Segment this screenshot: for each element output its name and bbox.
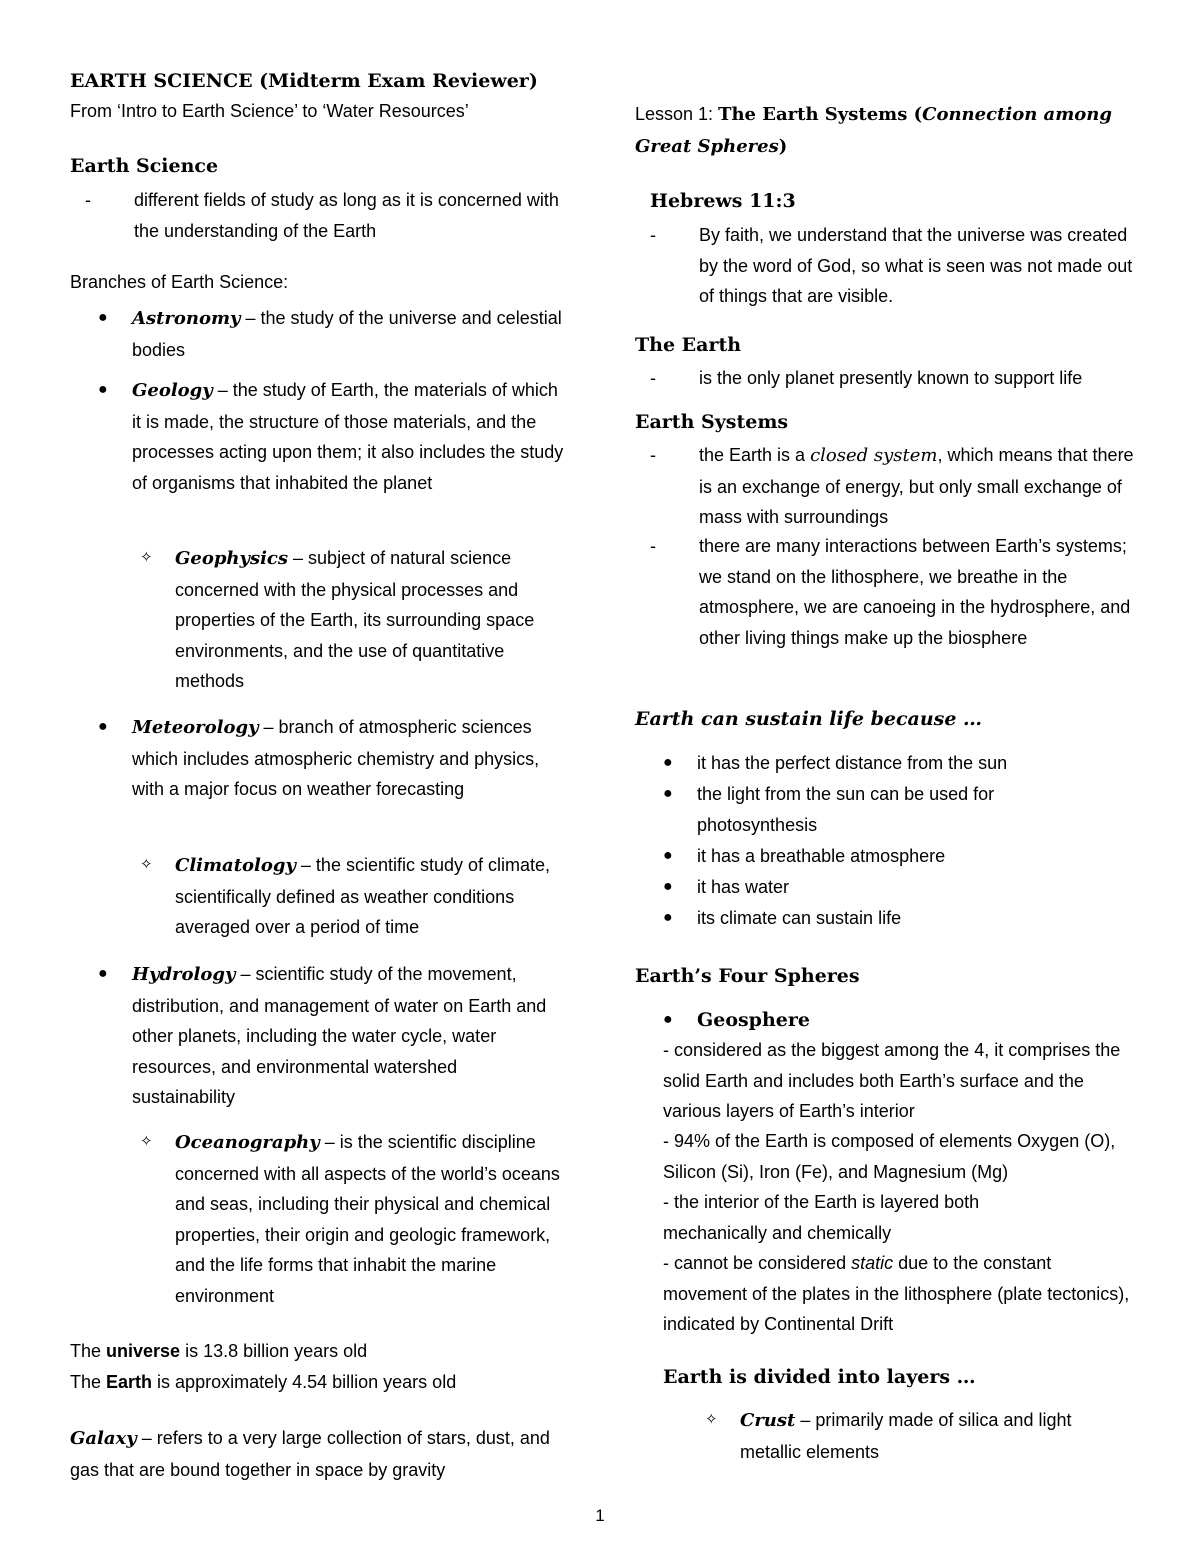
galaxy-definition: Galaxy – refers to a very large collection of stars, dust, and gas that are bound together in space by gravity	[70, 1428, 550, 1480]
branch-definition: – branch of atmospheric sciences which includes atmospheric chemistry and physics, with a major focus on weather forecasting	[132, 717, 540, 799]
sustain-life-heading: Earth can sustain life because …	[635, 708, 983, 730]
subbranch-term: Geophysics	[175, 548, 289, 569]
layers-heading: Earth is divided into layers …	[663, 1366, 976, 1388]
sustain-item: ● its climate can sustain life	[635, 903, 1130, 934]
bullet-icon: ●	[663, 909, 673, 926]
page-number: 1	[595, 1506, 605, 1525]
sustain-item: ● the light from the sun can be used for photosynthesis	[635, 779, 1130, 841]
sustain-item: ● it has the perfect distance from the sun	[635, 748, 1130, 779]
bullet-icon: ●	[663, 847, 673, 864]
hebrews-verse: - By faith, we understand that the universe was created by the word of God, so what is seen was not made out of things that are visible.	[650, 220, 1135, 312]
earth-systems-item-interactions: - there are many interactions between Earth’s systems; we stand on the lithosphere, we breathe in the atmosphere, we are canoeing in the hydrosphere, and other living things make up the biosphere	[650, 531, 1135, 684]
branch-item-geology	[70, 375, 565, 530]
geosphere-label: Geosphere	[697, 1009, 810, 1031]
bullet-icon: ●	[98, 309, 108, 326]
bullet-icon: ●	[663, 878, 673, 895]
branch-term: Geology	[132, 380, 213, 401]
geosphere-note: - cannot be considered static due to the constant movement of the plates in the lithosphere (plate tectonics), indicated by Continental Drift	[663, 1253, 1130, 1334]
closed-system-term: closed system	[810, 445, 938, 466]
sustain-item: ● it has water	[635, 872, 1130, 903]
bullet-icon: ●	[663, 1011, 673, 1028]
universe-age: The universe is 13.8 billion years old	[70, 1341, 368, 1361]
branch-definition: – the study of the universe and celestial bodies	[132, 308, 562, 360]
branch-term: Astronomy	[132, 308, 241, 329]
geosphere-note: - considered as the biggest among the 4, it comprises the solid Earth and includes both Earth’s surface and the various layers of Earth’s interior	[663, 1040, 1121, 1121]
diamond-icon: ✧	[140, 1133, 153, 1150]
branch-definition: – scientific study of the movement, distribution, and management of water on Earth and other planets, including the water cycle, water resources, and environmental watershed sustainability	[132, 964, 547, 1107]
subbranch-definition: – the scientific study of climate, scientifically defined as weather conditions averaged over a period of time	[175, 855, 551, 937]
dash-marker: -	[85, 190, 91, 210]
branch-term: Hydrology	[132, 964, 236, 985]
hebrews-heading: Hebrews 11:3	[650, 190, 796, 212]
subbranch-item-climatology	[140, 850, 565, 945]
branch-item-astronomy	[70, 303, 565, 365]
lesson-title: Lesson 1: The Earth Systems (Connection among Great Spheres)	[635, 104, 1112, 157]
subbranch-definition: – subject of natural science concerned with the physical processes and properties of the Earth, its surrounding space environments, and the use of quantitative methods	[175, 548, 535, 691]
diamond-icon: ✧	[705, 1411, 718, 1428]
subbranch-item-geophysics	[140, 543, 565, 698]
earth-science-heading: Earth Science	[70, 155, 219, 177]
layer-item-crust: ✧ Crust – primarily made of silica and light metallic elements	[705, 1405, 1135, 1467]
four-spheres-heading: Earth’s Four Spheres	[635, 965, 860, 987]
dash-marker: -	[650, 368, 656, 388]
dash-marker: -	[650, 445, 656, 465]
subbranch-term: Oceanography	[175, 1132, 320, 1153]
geosphere-item	[635, 1005, 1130, 1036]
branch-definition: – the study of Earth, the materials of which it is made, the structure of those materials, and the processes acting upon them; it also includes the study of organisms that inhabited the planet	[132, 380, 564, 493]
earth-age: The Earth is approximately 4.54 billion years old	[70, 1372, 457, 1392]
static-term: static	[851, 1253, 894, 1273]
earth-science-definition	[85, 185, 570, 247]
the-earth-heading: The Earth	[635, 334, 742, 356]
earth-systems-heading: Earth Systems	[635, 411, 789, 433]
branch-item-hydrology	[70, 959, 565, 1114]
branch-term: Meteorology	[132, 717, 259, 738]
branches-label: Branches of Earth Science:	[70, 272, 289, 292]
bullet-icon: ●	[663, 785, 673, 802]
dash-marker: -	[650, 536, 656, 556]
branch-item-meteorology	[70, 712, 565, 837]
subbranch-term: Climatology	[175, 855, 296, 876]
earth-term: Earth	[106, 1372, 153, 1392]
dash-marker: -	[650, 225, 656, 245]
universe-term: universe	[106, 1341, 181, 1361]
bullet-icon: ●	[98, 718, 108, 735]
bullet-icon: ●	[663, 754, 673, 771]
galaxy-term: Galaxy	[70, 1428, 137, 1449]
crust-term: Crust	[740, 1410, 796, 1431]
diamond-icon: ✧	[140, 549, 153, 566]
bullet-icon: ●	[98, 381, 108, 398]
geosphere-note: - 94% of the Earth is composed of elements Oxygen (O), Silicon (Si), Iron (Fe), and Magnesium (Mg)	[663, 1131, 1116, 1182]
document-title: EARTH SCIENCE (Midterm Exam Reviewer)	[70, 70, 538, 92]
document-subtitle: From ‘Intro to Earth Science’ to ‘Water Resources’	[70, 101, 469, 121]
the-earth-definition: - is the only planet presently known to support life	[650, 363, 1135, 394]
sustain-item: ● it has a breathable atmosphere	[635, 841, 1130, 872]
subbranch-definition: – is the scientific discipline concerned with all aspects of the world’s oceans and seas, including their physical and chemical properties, their origin and geologic framework, and the life forms that inhabit the marine environment	[175, 1132, 560, 1306]
earth-systems-item-closed: - the Earth is a closed system, which means that there is an exchange of energy, but only small exchange of mass with surroundings	[650, 440, 1135, 532]
geosphere-note: - the interior of the Earth is layered both mechanically and chemically	[663, 1192, 980, 1243]
bullet-icon: ●	[98, 965, 108, 982]
definition-text: different fields of study as long as it is concerned with the understanding of the Earth	[134, 190, 559, 241]
diamond-icon: ✧	[140, 856, 153, 873]
subbranch-item-oceanography	[140, 1127, 565, 1312]
